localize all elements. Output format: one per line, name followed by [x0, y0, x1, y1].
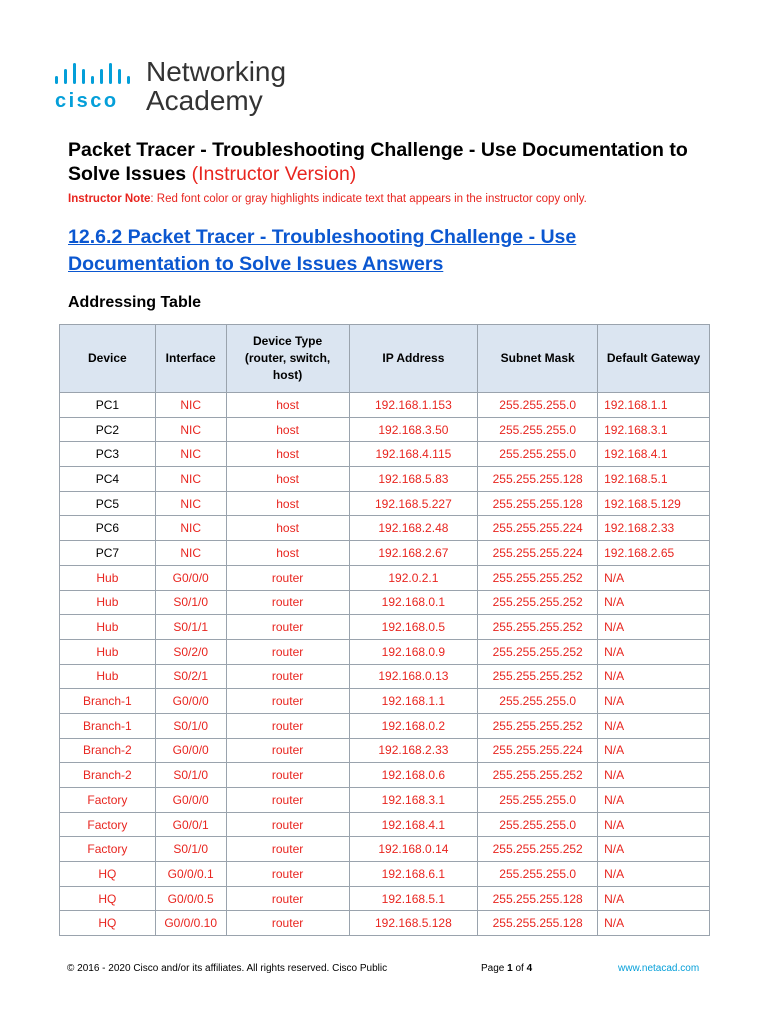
device-type-cell: host [226, 417, 349, 442]
default-gateway-cell: 192.168.2.33 [598, 516, 710, 541]
column-header-device: Device [60, 325, 156, 393]
instructor-note-text: : Red font color or gray highlights indicate text that appears in the instructor copy only. [150, 193, 587, 205]
subnet-mask-cell: 255.255.255.252 [478, 837, 598, 862]
ip-address-cell: 192.168.4.1 [349, 812, 478, 837]
device-cell: PC5 [60, 491, 156, 516]
interface-cell: S0/2/1 [155, 664, 226, 689]
ip-address-cell: 192.168.1.153 [349, 393, 478, 418]
table-row [60, 491, 710, 516]
table-row [60, 467, 710, 492]
default-gateway-cell: N/A [598, 763, 710, 788]
device-cell: PC4 [60, 467, 156, 492]
default-gateway-cell: 192.168.2.65 [598, 541, 710, 566]
subnet-mask-cell: 255.255.255.0 [478, 442, 598, 467]
cisco-wordmark: cisco [55, 90, 119, 112]
device-cell: PC6 [60, 516, 156, 541]
device-cell: Hub [60, 565, 156, 590]
device-cell: Factory [60, 812, 156, 837]
device-type-cell: router [226, 689, 349, 714]
ip-address-cell: 192.168.2.48 [349, 516, 478, 541]
default-gateway-cell: N/A [598, 713, 710, 738]
subnet-mask-cell: 255.255.255.252 [478, 664, 598, 689]
interface-cell: NIC [155, 417, 226, 442]
device-type-cell: host [226, 442, 349, 467]
interface-cell: G0/0/0.10 [155, 911, 226, 936]
device-type-cell: router [226, 763, 349, 788]
footer-site-link[interactable]: www.netacad.com [618, 963, 700, 974]
subnet-mask-cell: 255.255.255.0 [478, 393, 598, 418]
interface-cell: NIC [155, 442, 226, 467]
table-row [60, 516, 710, 541]
device-type-cell: router [226, 565, 349, 590]
table-row [60, 689, 710, 714]
ip-address-cell: 192.168.5.1 [349, 886, 478, 911]
default-gateway-cell: N/A [598, 862, 710, 887]
default-gateway-cell: 192.168.5.129 [598, 491, 710, 516]
table-row [60, 565, 710, 590]
table-row [60, 615, 710, 640]
table-row [60, 886, 710, 911]
subnet-mask-cell: 255.255.255.224 [478, 738, 598, 763]
device-type-cell: router [226, 639, 349, 664]
default-gateway-cell: N/A [598, 565, 710, 590]
device-type-cell: router [226, 812, 349, 837]
subnet-mask-cell: 255.255.255.128 [478, 911, 598, 936]
table-row [60, 738, 710, 763]
page-title-version: (Instructor Version) [191, 163, 357, 185]
subnet-mask-cell: 255.255.255.224 [478, 516, 598, 541]
subnet-mask-cell: 255.255.255.0 [478, 689, 598, 714]
instructor-note-label: Instructor Note [68, 193, 151, 205]
table-row [60, 862, 710, 887]
cisco-networking-academy-logo [53, 56, 313, 118]
ip-address-cell: 192.168.5.83 [349, 467, 478, 492]
page-footer [0, 963, 768, 979]
default-gateway-cell: 192.168.4.1 [598, 442, 710, 467]
instructor-note [68, 193, 728, 205]
interface-cell: G0/0/1 [155, 812, 226, 837]
device-cell: Factory [60, 837, 156, 862]
table-row [60, 639, 710, 664]
subnet-mask-cell: 255.255.255.252 [478, 590, 598, 615]
table-header-row [60, 325, 710, 393]
ip-address-cell: 192.168.2.67 [349, 541, 478, 566]
subnet-mask-cell: 255.255.255.128 [478, 886, 598, 911]
interface-cell: G0/0/0.1 [155, 862, 226, 887]
subnet-mask-cell: 255.255.255.0 [478, 862, 598, 887]
device-cell: Hub [60, 590, 156, 615]
interface-cell: G0/0/0 [155, 788, 226, 813]
addressing-table [59, 324, 710, 936]
ip-address-cell: 192.168.6.1 [349, 862, 478, 887]
default-gateway-cell: N/A [598, 664, 710, 689]
footer-copyright-text: 2016 - 2020 Cisco and/or its affiliates. All rights reserved. Cisco Public [77, 963, 388, 974]
interface-cell: S0/1/0 [155, 713, 226, 738]
device-type-cell: host [226, 393, 349, 418]
device-type-cell: router [226, 713, 349, 738]
default-gateway-cell: N/A [598, 837, 710, 862]
device-cell: Branch-2 [60, 738, 156, 763]
default-gateway-cell: N/A [598, 886, 710, 911]
device-cell: HQ [60, 911, 156, 936]
device-type-cell: router [226, 886, 349, 911]
footer-page-total: 4 [526, 963, 533, 974]
default-gateway-cell: N/A [598, 812, 710, 837]
device-cell: Branch-1 [60, 713, 156, 738]
default-gateway-cell: 192.168.5.1 [598, 467, 710, 492]
ip-address-cell: 192.168.4.115 [349, 442, 478, 467]
ip-address-cell: 192.168.0.2 [349, 713, 478, 738]
interface-cell: S0/1/1 [155, 615, 226, 640]
ip-address-cell: 192.0.2.1 [349, 565, 478, 590]
subnet-mask-cell: 255.255.255.252 [478, 565, 598, 590]
default-gateway-cell: N/A [598, 639, 710, 664]
default-gateway-cell: N/A [598, 615, 710, 640]
cisco-bars-icon [53, 59, 143, 89]
addressing-table-heading: Addressing Table [68, 294, 202, 311]
table-row [60, 664, 710, 689]
device-type-cell: router [226, 862, 349, 887]
ip-address-cell: 192.168.0.14 [349, 837, 478, 862]
column-header-ip-address: IP Address [349, 325, 478, 393]
device-type-cell: host [226, 491, 349, 516]
ip-address-cell: 192.168.0.5 [349, 615, 478, 640]
column-header-default-gateway: Default Gateway [598, 325, 710, 393]
subnet-mask-cell: 255.255.255.0 [478, 417, 598, 442]
table-row [60, 442, 710, 467]
device-type-cell: host [226, 467, 349, 492]
device-cell: Branch-1 [60, 689, 156, 714]
column-header-interface: Interface [155, 325, 226, 393]
device-cell: Factory [60, 788, 156, 813]
device-type-cell: router [226, 788, 349, 813]
ip-address-cell: 192.168.3.50 [349, 417, 478, 442]
table-row [60, 393, 710, 418]
interface-cell: S0/1/0 [155, 590, 226, 615]
table-row [60, 837, 710, 862]
interface-cell: NIC [155, 393, 226, 418]
ip-address-cell: 192.168.5.128 [349, 911, 478, 936]
subnet-mask-cell: 255.255.255.252 [478, 639, 598, 664]
device-type-cell: router [226, 664, 349, 689]
column-header-device-type-text: Device Type (router, switch, host) [244, 334, 331, 382]
answers-link[interactable]: 12.6.2 Packet Tracer - Troubleshooting Challenge - Use Documentation to Solve Issues Answers [68, 226, 577, 275]
subnet-mask-cell: 255.255.255.128 [478, 467, 598, 492]
default-gateway-cell: N/A [598, 689, 710, 714]
default-gateway-cell: N/A [598, 590, 710, 615]
table-row [60, 812, 710, 837]
device-cell: HQ [60, 886, 156, 911]
interface-cell: S0/1/0 [155, 837, 226, 862]
subnet-mask-cell: 255.255.255.252 [478, 713, 598, 738]
table-row [60, 763, 710, 788]
table-row [60, 590, 710, 615]
default-gateway-cell: N/A [598, 911, 710, 936]
device-cell: PC2 [60, 417, 156, 442]
interface-cell: NIC [155, 541, 226, 566]
table-row [60, 417, 710, 442]
column-header-device-type [226, 325, 349, 393]
device-type-cell: router [226, 615, 349, 640]
table-row [60, 713, 710, 738]
device-cell: Hub [60, 639, 156, 664]
device-cell: PC3 [60, 442, 156, 467]
interface-cell: NIC [155, 516, 226, 541]
device-cell: Branch-2 [60, 763, 156, 788]
footer-page-of: of [515, 963, 524, 974]
subnet-mask-cell: 255.255.255.224 [478, 541, 598, 566]
interface-cell: S0/1/0 [155, 763, 226, 788]
subnet-mask-cell: 255.255.255.0 [478, 788, 598, 813]
subnet-mask-cell: 255.255.255.0 [478, 812, 598, 837]
ip-address-cell: 192.168.0.6 [349, 763, 478, 788]
ip-address-cell: 192.168.3.1 [349, 788, 478, 813]
interface-cell: G0/0/0 [155, 738, 226, 763]
subnet-mask-cell: 255.255.255.252 [478, 763, 598, 788]
device-cell: PC7 [60, 541, 156, 566]
copyright-symbol: © [67, 963, 75, 974]
device-type-cell: router [226, 837, 349, 862]
device-cell: Hub [60, 615, 156, 640]
column-header-subnet-mask: Subnet Mask [478, 325, 598, 393]
footer-page-prefix: Page [481, 963, 505, 974]
interface-cell: G0/0/0.5 [155, 886, 226, 911]
page-title [68, 138, 708, 186]
ip-address-cell: 192.168.0.9 [349, 639, 478, 664]
ip-address-cell: 192.168.2.33 [349, 738, 478, 763]
interface-cell: NIC [155, 491, 226, 516]
interface-cell: G0/0/0 [155, 565, 226, 590]
table-row [60, 788, 710, 813]
ip-address-cell: 192.168.1.1 [349, 689, 478, 714]
page-title-main: Packet Tracer - Troubleshooting Challenge - Use Documentation to Solve Issues [68, 139, 688, 185]
device-type-cell: router [226, 590, 349, 615]
device-type-cell: router [226, 738, 349, 763]
addressing-table-body [60, 393, 710, 936]
device-type-cell: host [226, 541, 349, 566]
device-cell: Hub [60, 664, 156, 689]
logo-networking-text: Networking [146, 56, 287, 87]
table-row [60, 541, 710, 566]
subnet-mask-cell: 255.255.255.128 [478, 491, 598, 516]
subnet-mask-cell: 255.255.255.252 [478, 615, 598, 640]
default-gateway-cell: N/A [598, 788, 710, 813]
ip-address-cell: 192.168.0.13 [349, 664, 478, 689]
interface-cell: NIC [155, 467, 226, 492]
device-type-cell: host [226, 516, 349, 541]
default-gateway-cell: 192.168.3.1 [598, 417, 710, 442]
default-gateway-cell: N/A [598, 738, 710, 763]
interface-cell: S0/2/0 [155, 639, 226, 664]
footer-page-current: 1 [507, 963, 513, 974]
ip-address-cell: 192.168.5.227 [349, 491, 478, 516]
default-gateway-cell: 192.168.1.1 [598, 393, 710, 418]
ip-address-cell: 192.168.0.1 [349, 590, 478, 615]
interface-cell: G0/0/0 [155, 689, 226, 714]
device-cell: PC1 [60, 393, 156, 418]
table-row [60, 911, 710, 936]
logo-academy-text: Academy [146, 85, 263, 116]
footer-page-number [481, 963, 532, 974]
device-cell: HQ [60, 862, 156, 887]
footer-copyright [67, 963, 387, 974]
device-type-cell: router [226, 911, 349, 936]
